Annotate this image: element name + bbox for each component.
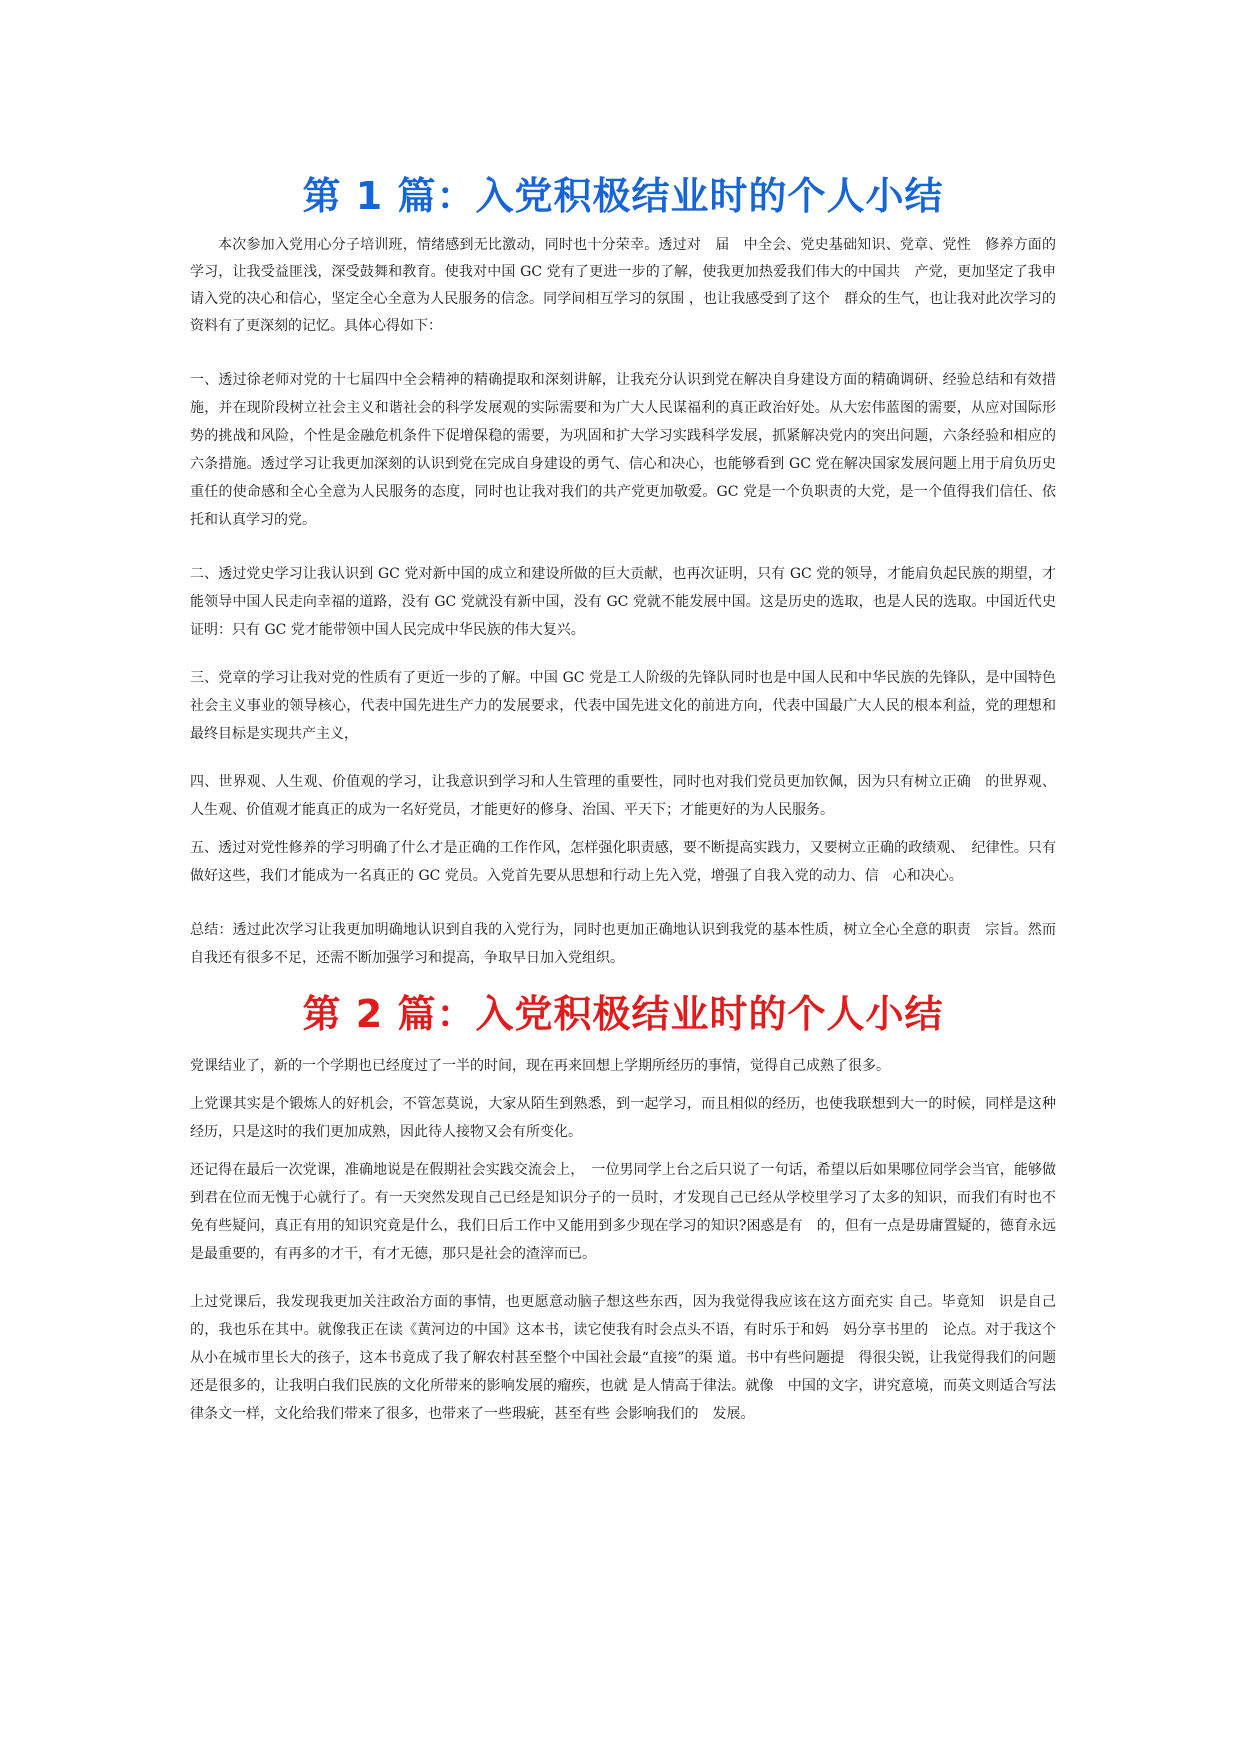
article-2-paragraph-4: 上过党课后，我发现我更加关注政治方面的事情，也更愿意动脑子想这些东西，因为我觉得我应该在这方面充实 自己。毕竟知 识是自己的，我也乐在其中。就像我正在读《黄河边的中国》这本书，读它使我有时会点头不语，有时乐于和妈 妈分享书里的 论点。对于我这个从小在城市里长大的孩子，这本书竟成了我了解农村甚至整个中国社会最“直接”的渠 道。书中有些问题提 得很尖锐，让我觉得我们的问题还是很多的，让我明白我们民族的文化所带来的影响发展的瘤疾，也就 是人情高于律法。就像 中国的文字，讲究意境，而英文则适合写法律条文一样，文化给我们带来了很多，也带来了一些瑕疵，甚至有些 会影响我们的 发展。 bbox=[190, 1294, 1056, 1422]
article-2-paragraph-3: 还记得在最后一次党课，准确地说是在假期社会实践交流会上， 一位男同学上台之后只说了一句话，希望以后如果哪位同学会当官，能够做到君在位而无愧于心就行了。有一天突然发现自己已经是知识分子的一员时，才发现自己已经从学校里学习了太多的知识，而我们有时也不免有些疑问，真正有用的知识究竟是什么，我们日后工作中又能用到多少现在学习的知识?困惑是有 的，但有一点是毋庸置疑的，德育永远是最重要的，有再多的才干，有才无德，那只是社会的渣滓而已。 bbox=[190, 1162, 1056, 1262]
article-1-point-3: 三、党章的学习让我对党的性质有了更近一步的了解。中国 GC 党是工人阶级的先锋队同时也是中国人民和中华民族的先锋队，是中国特色社会主义事业的领导核心，代表中国先进生产力的发展要求，代表中国先进文化的前进方向，代表中国最广大人民的根本利益，党的理想和最终目标是实现共产主义， bbox=[190, 670, 1056, 742]
article-1-point-4: 四、世界观、人生观、价值观的学习，让我意识到学习和人生管理的重要性，同时也对我们党员更加钦佩，因为只有树立正确 的世界观、人生观、价值观才能真正的成为一名好党员，才能更好的修身、治国、平天下；才能更好的为人民服务。 bbox=[190, 774, 1056, 818]
article-1-point-1: 一、透过徐老师对党的十七届四中全会精神的精确提取和深刻讲解，让我充分认识到党在解决自身建设方面的精确调研、经验总结和有效措施，并在现阶段树立社会主义和谐社会的科学发展观的实际需要和为广大人民谋福利的真正政治好处。从大宏伟蓝图的需要，从应对国际形势的挑战和风险，个性是金融危机条件下促增保稳的需要，为巩固和扩大学习实践科学发展，抓紧解决党内的突出问题，六条经验和相应的六条措施。透过学习让我更加深刻的认识到党在完成自身建设的勇气、信心和决心，也能够看到 GC 党在解决国家发展问题上用于肩负历史重任的使命感和全心全意为人民服务的态度，同时也让我对我们的共产党更加敬爱。GC 党是一个负职责的大党，是一个值得我们信任、依托和认真学习的党。 bbox=[190, 372, 1056, 528]
article-1-point-5: 五、透过对党性修养的学习明确了什么才是正确的工作作风，怎样强化职责感，要不断提高实践力，又要树立正确的政绩观、 纪律性。只有做好这些，我们才能成为一名真正的 GC 党员。入党首先要从思想和行动上先入党，增强了自我入党的动力、信 心和决心。 bbox=[190, 840, 1056, 884]
article-2-paragraph-2: 上党课其实是个锻炼人的好机会，不管怎莫说，大家从陌生到熟悉，到一起学习，而且相似的经历，也使我联想到大一的时候，同样是这种经历，只是这时的我们更加成熟，因此待人接物又会有所变化。 bbox=[190, 1096, 1056, 1140]
article-2-paragraph-1: 党课结业了，新的一个学期也已经度过了一半的时间，现在再来回想上学期所经历的事情，觉得自己成熟了很多。 bbox=[190, 1058, 890, 1074]
article-1-summary: 总结：透过此次学习让我更加明确地认识到自我的入党行为，同时也更加正确地认识到我党的基本性质，树立全心全意的职责 宗旨。然而自我还有很多不足，还需不断加强学习和提高，争取早日加入党组织。 bbox=[190, 922, 1056, 966]
document-page bbox=[190, 170, 1056, 1428]
article-1-title: 第 1 篇：入党积极结业时的个人小结 bbox=[302, 174, 944, 218]
article-1-point-2: 二、透过党史学习让我认识到 GC 党对新中国的成立和建设所做的巨大贡献，也再次证明，只有 GC 党的领导，才能肩负起民族的期望，才能领导中国人民走向幸福的道路，没有 GC 党就没有新中国，没有 GC 党就不能发展中国。这是历史的选取，也是人民的选取。中国近代史证明：只有 GC 党才能带领中国人民完成中华民族的伟大复兴。 bbox=[190, 566, 1056, 638]
article-2-title: 第 2 篇：入党积极结业时的个人小结 bbox=[302, 992, 944, 1036]
article-1-intro: 本次参加入党用心分子培训班，情绪感到无比激动，同时也十分荣幸。透过对 届 中全会、党史基础知识、党章、党性 修养方面的学习，让我受益匪浅，深受鼓舞和教育。使我对中国 GC 党有了更进一步的了解，使我更加热爱我们伟大的中国共 产党，更加坚定了我申请入党的决心和信心，坚定全心全意为人民服务的信念。同学间相互学习的氛围 ，也让我感受到了这个 群众的生气，也让我对此次学习的资料有了更深刻的记忆。具体心得如下： bbox=[190, 237, 1056, 334]
